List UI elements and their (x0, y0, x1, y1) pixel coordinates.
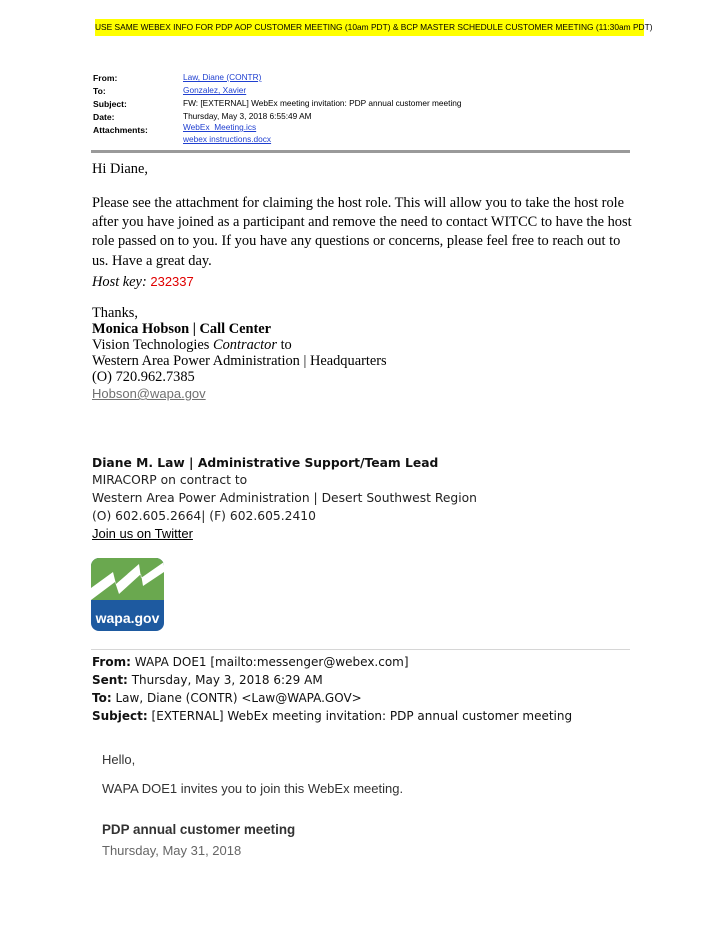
signature-company (92, 337, 292, 354)
forwarded-subject (92, 709, 572, 723)
forwarded-to-label: To: (92, 691, 112, 705)
to-value-link[interactable]: Gonzalez, Xavier (183, 85, 247, 95)
forwarded-subject-value: [EXTERNAL] WebEx meeting invitation: PDP annual customer meeting (151, 709, 573, 723)
from-label: From: (93, 73, 118, 83)
signature-email-link[interactable]: Hobson@wapa.gov (92, 386, 206, 401)
logo-text: wapa.gov (95, 610, 160, 626)
date-value: Thursday, May 3, 2018 6:55:49 AM (183, 111, 312, 121)
signature2-company: MIRACORP on contract to (92, 473, 248, 487)
forwarded-to-value: Law, Diane (CONTR) <Law@WAPA.GOV> (115, 691, 362, 705)
forwarded-from-value: WAPA DOE1 [mailto:messenger@webex.com] (134, 655, 409, 669)
forwarded-sent-value: Thursday, May 3, 2018 6:29 AM (131, 673, 323, 687)
invite-line: WAPA DOE1 invites you to join this WebEx meeting. (102, 781, 404, 796)
wapa-logo[interactable] (91, 558, 164, 631)
signature-org: Western Area Power Administration | Headquarters (92, 353, 387, 369)
forwarded-to (92, 691, 362, 705)
forward-divider (91, 649, 630, 650)
invite-hello: Hello, (102, 752, 136, 767)
signature2-org: Western Area Power Administration | Desert Southwest Region (92, 491, 477, 505)
greeting: Hi Diane, (92, 161, 148, 177)
to-label: To: (93, 86, 106, 96)
forwarded-from (92, 655, 409, 669)
signature2-name: Diane M. Law | Administrative Support/Team Lead (92, 456, 439, 470)
subject-value: FW: [EXTERNAL] WebEx meeting invitation: PDP annual customer meeting (183, 98, 462, 108)
forwarded-sent (92, 673, 323, 687)
forwarded-subject-label: Subject: (92, 709, 148, 723)
banner-notice: USE SAME WEBEX INFO FOR PDP AOP CUSTOMER MEETING (10am PDT) & BCP MASTER SCHEDULE CUSTOMER MEETING (11:30am PDT) (95, 19, 644, 36)
host-key-value: 232337 (150, 274, 194, 289)
host-key-line (92, 274, 194, 291)
forwarded-from-label: From: (92, 655, 131, 669)
signature-phone: (O) 720.962.7385 (92, 369, 195, 385)
twitter-link[interactable]: Join us on Twitter (92, 526, 193, 541)
wapa-logo-graphic (91, 558, 164, 631)
header-divider (91, 150, 630, 153)
date-label: Date: (93, 112, 115, 122)
signature-company-name: Vision Technologies (92, 337, 210, 353)
meeting-date: Thursday, May 31, 2018 (102, 843, 242, 858)
signature-name: Monica Hobson | Call Center (92, 321, 272, 337)
body-paragraph: Please see the attachment for claiming the host role. This will allow you to take the host role after you have joined as a participant and remove the need to contact WITCC to have the host role passed on to you. If you have any questions or concerns, please feel free to reach out to us. Have a great day. (92, 195, 632, 269)
attachment-link-docx[interactable]: webex instructions.docx (183, 134, 272, 144)
host-key-label: Host key: (92, 274, 147, 290)
attachment-link-ics[interactable]: WebEx_Meeting.ics (183, 122, 257, 132)
thanks-text: Thanks, (92, 305, 138, 321)
from-value-link[interactable]: Law, Diane (CONTR) (183, 72, 262, 82)
meeting-title: PDP annual customer meeting (102, 822, 296, 837)
signature2-phone: (O) 602.605.2664| (F) 602.605.2410 (92, 509, 316, 523)
forwarded-sent-label: Sent: (92, 673, 128, 687)
signature-company-role: Contractor (212, 337, 277, 353)
signature-company-to: to (280, 337, 292, 353)
subject-label: Subject: (93, 99, 127, 109)
attachments-label: Attachments: (93, 125, 148, 135)
